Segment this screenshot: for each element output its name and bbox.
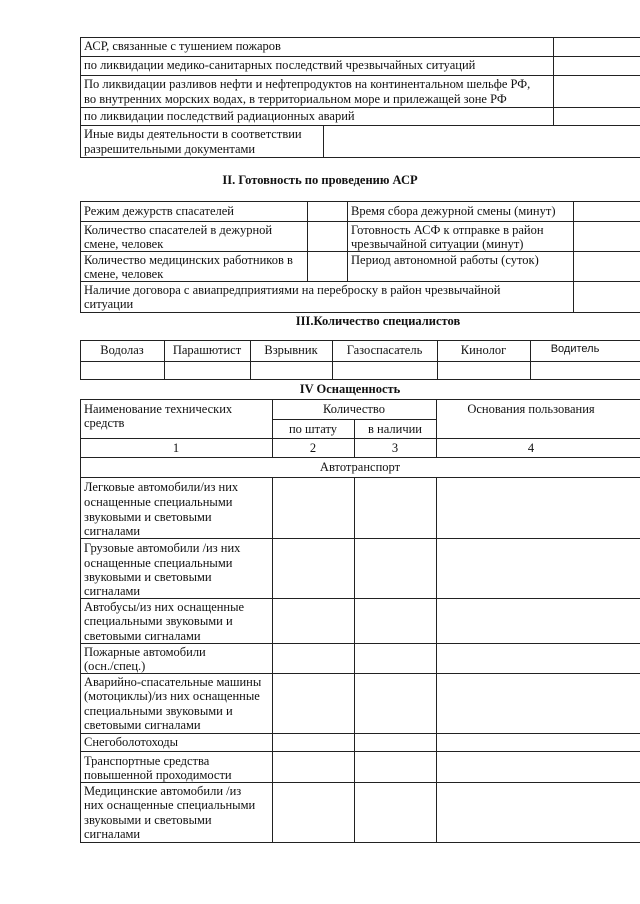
section4-title: IV Оснащенность bbox=[299, 382, 401, 396]
s4-col-name-2: средств bbox=[84, 416, 125, 430]
s4-item-medical-4: сигналами bbox=[84, 827, 141, 841]
s1-row-oil-1: По ликвидации разливов нефти и нефтепродуктов на континентальном шельфе РФ, bbox=[84, 77, 531, 91]
s3-col-parachutist: Парашютист bbox=[172, 343, 242, 357]
s2-medics-2: смене, человек bbox=[84, 267, 164, 281]
s4-col-available: в наличии bbox=[368, 422, 422, 436]
s2-autonomy: Период автономной работы (суток) bbox=[351, 253, 539, 267]
s3-col-dog-handler: Кинолог bbox=[460, 343, 507, 357]
s4-col-quantity: Количество bbox=[323, 402, 385, 416]
s4-col-staff: по штату bbox=[288, 422, 338, 436]
s4-item-rescue-2: (мотоциклы)/из них оснащенные bbox=[84, 689, 260, 703]
s4-item-medical-2: них оснащенные специальными bbox=[84, 798, 256, 812]
s1-row-other-2: разрешительными документами bbox=[84, 142, 256, 156]
s3-col-blaster: Взрывник bbox=[264, 343, 318, 357]
s4-item-offroad-1: Транспортные средства bbox=[84, 754, 210, 768]
s1-row-oil-2: во внутренних морских водах, в территориальном море и прилежащей зоне РФ bbox=[84, 92, 507, 106]
s2-aviation-1: Наличие договора с авиапредприятиями на переброску в район чрезвычайной bbox=[84, 283, 501, 297]
s4-item-rescue-1: Аварийно-спасательные машины bbox=[84, 675, 262, 689]
s4-item-medical-1: Медицинские автомобили /из bbox=[84, 784, 242, 798]
s4-num-1: 1 bbox=[172, 441, 180, 455]
s4-item-trucks-1: Грузовые автомобили /из них bbox=[84, 541, 241, 555]
s4-num-4: 4 bbox=[527, 441, 535, 455]
s4-col-name-1: Наименование технических bbox=[84, 402, 233, 416]
s1-row-other-1: Иные виды деятельности в соответствии bbox=[84, 127, 302, 141]
s4-item-cars-2: оснащенные специальными bbox=[84, 495, 233, 509]
s4-item-fire-2: (осн./спец.) bbox=[84, 659, 146, 673]
section3-title: III.Количество специалистов bbox=[295, 314, 461, 328]
s2-aviation-2: ситуации bbox=[84, 297, 134, 311]
section2-title: II. Готовность по проведению АСР bbox=[222, 173, 418, 187]
s2-gather-time: Время сбора дежурной смены (минут) bbox=[351, 204, 556, 218]
s3-col-diver: Водолаз bbox=[100, 343, 144, 357]
s2-readiness-1: Готовность АСФ к отправке в район bbox=[351, 223, 544, 237]
s4-item-cars-1: Легковые автомобили/из них bbox=[84, 480, 239, 494]
s4-item-offroad-2: повышенной проходимости bbox=[84, 768, 232, 782]
s4-item-fire-1: Пожарные автомобили bbox=[84, 645, 206, 659]
s4-item-cars-3: звуковыми и световыми bbox=[84, 510, 212, 524]
s4-item-buses-2: специальными звуковыми и bbox=[84, 614, 233, 628]
s2-readiness-2: чрезвычайной ситуации (минут) bbox=[351, 237, 524, 251]
s4-item-trucks-3: звуковыми и световыми bbox=[84, 570, 212, 584]
s3-col-driver: Водитель bbox=[550, 343, 600, 355]
s4-num-2: 2 bbox=[309, 441, 317, 455]
s2-duty-mode: Режим дежурств спасателей bbox=[84, 204, 234, 218]
s4-item-buses-3: световыми сигналами bbox=[84, 629, 201, 643]
s3-col-gas-rescuer: Газоспасатель bbox=[346, 343, 423, 357]
s2-rescuers-2: смене, человек bbox=[84, 237, 164, 251]
s2-medics-1: Количество медицинских работников в bbox=[84, 253, 293, 267]
s2-rescuers-1: Количество спасателей в дежурной bbox=[84, 223, 273, 237]
s4-item-rescue-4: световыми сигналами bbox=[84, 718, 201, 732]
s1-row-medical: по ликвидации медико-санитарных последствий чрезвычайных ситуаций bbox=[84, 58, 476, 72]
s4-item-buses-1: Автобусы/из них оснащенные bbox=[84, 600, 245, 614]
s4-item-snow: Снегоболотоходы bbox=[84, 735, 179, 749]
s4-item-medical-3: звуковыми и световыми bbox=[84, 813, 212, 827]
s1-row-fire: АСР, связанные с тушением пожаров bbox=[84, 39, 281, 53]
s4-item-cars-4: сигналами bbox=[84, 524, 141, 538]
s4-num-3: 3 bbox=[391, 441, 399, 455]
s4-col-basis: Основания пользования bbox=[467, 402, 595, 416]
s1-row-radiation: по ликвидации последствий радиационных аварий bbox=[84, 109, 355, 123]
s4-item-trucks-2: оснащенные специальными bbox=[84, 556, 233, 570]
s4-item-rescue-3: специальными звуковыми и bbox=[84, 704, 233, 718]
s4-group-autotransport: Автотранспорт bbox=[319, 460, 401, 474]
s4-item-trucks-4: сигналами bbox=[84, 584, 141, 598]
